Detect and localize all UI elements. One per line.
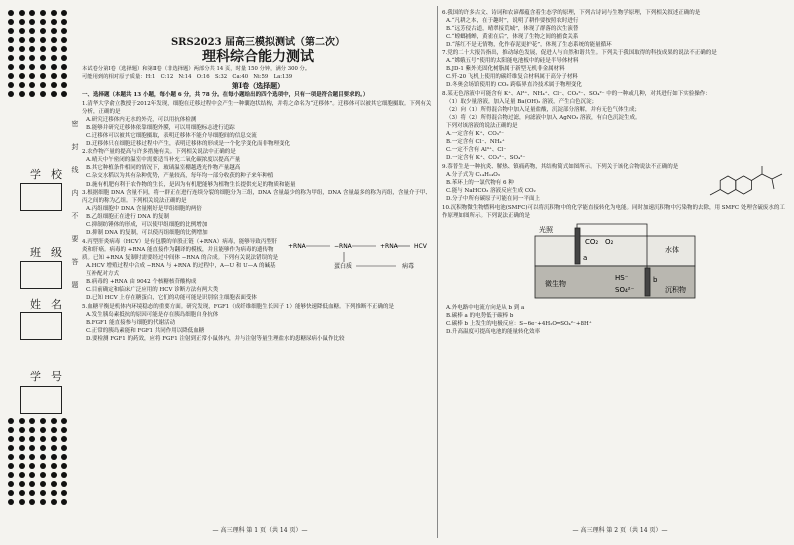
hcv-diagram-label: −RNA	[334, 242, 352, 250]
binding-dot	[8, 73, 14, 79]
binding-dot	[40, 46, 46, 52]
exam-title: SRS2023 届高三模拟测试（第二次）	[170, 37, 346, 48]
binding-dot	[19, 499, 25, 505]
binding-dot	[29, 454, 35, 460]
binding-dot	[40, 73, 46, 79]
binding-dot	[40, 490, 46, 496]
question-option: D.“落红不是无情物，化作春泥更护花”，体现了生态系统的能量循环	[446, 41, 612, 48]
binding-dot	[29, 490, 35, 496]
question-option: D.一定含有 K⁺、CO₃²⁻、SO₄²⁻	[446, 155, 526, 162]
benzene-ring	[736, 176, 752, 194]
binding-dot	[61, 463, 67, 469]
atomic-masses: 可能用到的相对原子质量：H:1 C:12 N:14 O:16 S:32 Ca:40 Ni:59 La:139	[82, 73, 293, 80]
binding-dot	[51, 499, 57, 505]
question-option: A.丙组细胞中 DNA 含量刚好是甲组细胞的两倍	[86, 206, 202, 213]
binding-dot	[8, 55, 14, 61]
school-label: 学校	[30, 168, 72, 181]
binding-dot	[40, 427, 46, 433]
bond	[751, 174, 762, 181]
smfc-diagram-label: 沉积物	[665, 285, 686, 294]
question-option: C.目前确定和临床广泛应用的 HCV 诊断方法有两大类	[86, 287, 219, 294]
question-item	[442, 9, 788, 49]
binding-dot	[61, 499, 67, 505]
binding-dot	[19, 91, 25, 97]
binding-dot	[51, 418, 57, 424]
question-option: A.“嫦娥五号”使用的太阳能电池板中的硅是半导体材料	[446, 58, 579, 65]
binding-dot	[51, 463, 57, 469]
binding-dot	[61, 46, 67, 52]
school-field[interactable]	[20, 183, 62, 211]
binding-dots-top	[8, 10, 72, 97]
binding-dot	[51, 454, 57, 460]
question-stem: 3.根据细胞 DNA 含量不同，将一群正在进行连续分裂的细胞分为三组，DNA 含量最少的称为甲组，DNA 含量最多的称为丙组，含量介于甲、丙之间的称为乙组。下列相关说法正确的是	[82, 190, 431, 205]
student-id-label: 学号	[30, 370, 72, 383]
question-option: C.“螳螂捕蝉，黄雀在后”，体现了生物之间的捕食关系	[446, 33, 579, 40]
binding-dot	[29, 436, 35, 442]
question-option: A.一定含有 K⁺、CO₃²⁻	[446, 131, 505, 138]
binding-dot	[8, 19, 14, 25]
binding-dot	[19, 445, 25, 451]
question-stem: 1.清华大学俞立教授于2012年发现，细胞在迁移过程中会产生一种囊泡状结构，并将之命名为“迁移体”。迁移体可以被其它细胞摄取。下列有关分析，正确的是	[82, 100, 432, 115]
smfc-diagram-label: SO₄²⁻	[615, 285, 635, 294]
binding-dot	[51, 82, 57, 88]
question-item	[442, 204, 788, 336]
question-option: A.晴天中午密闭的温室中需要适当补充二氧化碳浓度以提高产量	[86, 157, 241, 164]
binding-dot	[8, 472, 14, 478]
question-stem: 4.丙型肝炎病毒（HCV）是有包膜的单股正链（+RNA）病毒，能够导致丙型肝炎和肝癌。病毒的 +RNA 能直接作为翻译的模板，并且能够作为病毒的遗传物质。已知 +RNA 复制时需要经过中间体 −RNA 的合成。下列有关说法错误的是	[82, 238, 279, 261]
binding-dot	[51, 73, 57, 79]
class-field[interactable]	[20, 261, 62, 289]
question-option: C.迁移体可以被其它细胞摄取，表明迁移体不能介导细胞间的信息交流	[86, 132, 257, 139]
page-footer-right: — 高三理科 第 2 页（共 14 页）—	[572, 527, 668, 534]
question-item	[82, 100, 434, 148]
question-item	[442, 90, 788, 162]
question-option: C.正常的胰岛素能和 FGF1 共同作用以降低血糖	[86, 327, 205, 334]
question-option: A.研究迁移体内无水的外壳，可以用抗体检测	[86, 116, 197, 123]
binding-dot	[61, 472, 67, 478]
binding-dot	[40, 436, 46, 442]
binding-dot	[40, 472, 46, 478]
question-item	[82, 189, 434, 237]
question-option: C.歼-20 飞机上使用的碳纤维复合材料属于高分子材料	[446, 74, 578, 81]
binding-dot	[40, 19, 46, 25]
binding-dot	[19, 472, 25, 478]
binding-dot	[51, 19, 57, 25]
binding-dot	[19, 46, 25, 52]
binding-dot	[19, 73, 25, 79]
binding-dot	[40, 418, 46, 424]
binding-dot	[19, 427, 25, 433]
binding-dot	[8, 28, 14, 34]
binding-dot	[29, 82, 35, 88]
question-option: D.已知 HCV 上存在糖蛋白，它们的功能可能是识别宿主细胞表面受体	[86, 295, 257, 302]
binding-dot	[29, 28, 35, 34]
binding-dot	[8, 37, 14, 43]
question-list-left	[82, 100, 434, 343]
binding-dot	[61, 490, 67, 496]
question-option: D.要检测 FGF1 的药效，应将 FGF1 注射到正常小鼠体内，并与注射等量生理盐水的患糖尿病小鼠作比较	[86, 335, 345, 342]
electrode-a	[575, 228, 580, 264]
hcv-diagram-label: 蛋白质	[334, 262, 353, 270]
binding-dot	[61, 19, 67, 25]
binding-dot	[61, 418, 67, 424]
binding-dot	[51, 427, 57, 433]
question-item	[82, 303, 434, 343]
binding-dots-bottom	[8, 418, 72, 505]
binding-dot	[51, 490, 57, 496]
binding-dot	[8, 499, 14, 505]
binding-dot	[51, 37, 57, 43]
binding-dot	[40, 463, 46, 469]
hcv-diagram-label: HCV	[414, 242, 427, 250]
question-list-right	[442, 9, 788, 336]
smfc-diagram-label: 光照	[539, 225, 553, 234]
question-option: B.乙组细胞正在进行 DNA 的复制	[86, 214, 169, 221]
question-stem: 6.我国的许多古文、诗词和农谚都蕴含着生态学的原理，下列古诗词与生物学原理，下列相关叙述正确的是	[442, 9, 701, 16]
binding-dot	[51, 445, 57, 451]
binding-dot	[51, 28, 57, 34]
binding-dot	[19, 463, 25, 469]
binding-dot	[8, 490, 14, 496]
binding-dot	[8, 481, 14, 487]
question-item	[82, 238, 434, 302]
binding-dot	[51, 472, 57, 478]
binding-dot	[40, 82, 46, 88]
page-1-column	[82, 8, 434, 538]
question-option: B.能够并研究迁移体依靠细胞外膜，可以用细胞标志进行追踪	[86, 124, 235, 131]
binding-dot	[8, 10, 14, 16]
binding-dot	[29, 10, 35, 16]
binding-dot	[8, 427, 14, 433]
binding-dot	[29, 472, 35, 478]
smfc-diagram-label: O₂	[605, 237, 614, 246]
smfc-diagram-label: HS⁻	[615, 273, 629, 282]
question-option: A.HCV 增殖过程中合成 −RNA 与 +RNA 的过程中，A—U 和 U—A 的碱基互补配对方式	[86, 262, 276, 278]
question-option: （3）将（2）所得混合物过滤，向滤液中加入 AgNO₃ 溶液，有白色沉淀生成。	[446, 115, 641, 122]
student-id-field[interactable]	[20, 386, 62, 414]
binding-dot	[61, 37, 67, 43]
binding-dot	[8, 46, 14, 52]
name-label: 姓名	[30, 298, 72, 311]
smfc-diagram-label: 水体	[665, 245, 679, 254]
binding-dot	[61, 436, 67, 442]
question-stem: 7.党的二十大报告指出，推动绿色发展，促进人与自然和谐共生。下列关于我国取得的科技成果的说法不正确的是	[442, 50, 717, 57]
question-option: B.JD-1 紫外光固化树脂属于新型无机非金属材料	[446, 66, 565, 73]
binding-dot	[29, 445, 35, 451]
question-item	[442, 163, 788, 203]
part-1-title: 第Ⅰ卷（选择题）	[231, 81, 285, 90]
question-option: D.升高温度可提高电池的能量转化效率	[446, 328, 540, 335]
question-option: B.碳棒 a 的电势低于碳棒 b	[446, 312, 514, 319]
binding-dot	[61, 481, 67, 487]
binding-dot	[51, 46, 57, 52]
question-option: D.冬奥会场馆使用的 CO₂ 跨临界直冷技术属于物理变化	[446, 82, 582, 89]
question-option: B.苯环上的一氯代物有 6 种	[446, 179, 514, 186]
binding-dot	[19, 28, 25, 34]
page-2-column	[442, 8, 788, 538]
name-field[interactable]	[20, 312, 62, 340]
question-stem: 5.血糖平衡是机体内环境稳态的重要方面。研究发现，FGF1（成纤维细胞生长因子 1）能够快速降低血糖。下列推断不正确的是	[82, 303, 395, 310]
binding-dot	[19, 37, 25, 43]
binding-dot	[29, 463, 35, 469]
question-option: B.FGF1 能直接参与细胞的代谢活动	[86, 319, 176, 326]
smfc-diagram-label: CO₂	[585, 237, 599, 246]
bond	[762, 174, 772, 179]
question-option: A.分子式为 C₁₄H₁₄O₃	[446, 171, 501, 178]
binding-dot	[61, 454, 67, 460]
binding-dot	[19, 64, 25, 70]
binding-dot	[8, 445, 14, 451]
question-option: C.碳棒 b 上发生的电极反应：S−6e⁻+4H₂O═SO₄²⁻+8H⁺	[446, 320, 592, 327]
question-option: C.抑制纺锤体的形成，可以使甲组细胞的比例增加	[86, 222, 208, 229]
binding-dot	[29, 37, 35, 43]
column-divider	[437, 6, 438, 538]
binding-dot	[51, 55, 57, 61]
question-stem: 8.某无色溶液中可能含有 K⁺、Al³⁺、NH₄⁺、Cl⁻、CO₃²⁻、SO₄²⁻ 中的一种或几种，对其进行如下实验操作：	[442, 90, 711, 97]
binding-dot	[61, 427, 67, 433]
question-option: C.能与 NaHCO₃ 溶液反应生成 CO₂	[446, 188, 536, 195]
question-option: B.一定含有 Cl⁻、NH₄⁺	[446, 139, 505, 146]
binding-dot	[61, 55, 67, 61]
smfc-diagram-label: a	[583, 253, 588, 262]
binding-dot	[40, 454, 46, 460]
binding-dot	[61, 82, 67, 88]
binding-dot	[8, 463, 14, 469]
binding-dot	[61, 91, 67, 97]
bond	[710, 189, 720, 195]
smfc-diagram-label: b	[653, 275, 658, 284]
binding-dot	[8, 82, 14, 88]
binding-dot	[19, 454, 25, 460]
question-option: B.“远芳侵古道，晴翠接荒城”，体现了群落的次生演替	[446, 25, 579, 32]
binding-dot	[19, 19, 25, 25]
question-option: D.迁移体只在细胞迁移过程中产生，表明迁移体的形成是一个化学变化而非物理变化	[86, 140, 290, 147]
binding-dot	[61, 73, 67, 79]
question-stem: 9.萘普生是一种抗炎、解热、镇痛药物，其结构简式如图所示。下列关于该化合物说法不正确的是	[442, 163, 679, 170]
electrode-b	[645, 268, 650, 296]
question-stem: 10.沉积物微生物燃料电池(SMFC)可以将沉积物中的化学能直接转化为电能。同时加速沉积物中污染物的去除，用 SMFC 处理含硫废水的工作原理如图所示。下列说法正确的是	[442, 204, 785, 219]
exam-notice: 本试卷分第Ⅰ卷（选择题）和第Ⅱ卷（非选择题）两部分共 14 页，时量 150 分钟，满分 300 分。	[82, 66, 311, 72]
binding-dot	[8, 91, 14, 97]
binding-dot	[51, 10, 57, 16]
binding-dot	[61, 445, 67, 451]
hcv-diagram-label: +RNA	[288, 242, 306, 250]
binding-dot	[40, 91, 46, 97]
binding-strip	[0, 0, 80, 545]
question-option: B.病毒的 +RNA 由 9042 个核糖核苷酸构成	[86, 279, 197, 286]
hcv-diagram-label: 病毒	[402, 262, 415, 270]
binding-dot	[51, 64, 57, 70]
binding-dot	[29, 19, 35, 25]
binding-dot	[29, 91, 35, 97]
binding-dot	[40, 499, 46, 505]
binding-dot	[40, 37, 46, 43]
question-option: A.外电路中电流方向是从 b 到 a	[446, 304, 525, 311]
binding-dot	[51, 436, 57, 442]
binding-dot	[8, 454, 14, 460]
binding-dot	[29, 499, 35, 505]
binding-dot	[61, 64, 67, 70]
question-option: D.施有机肥有利于农作物的生长，是因为有机肥能够为植物生长提供充足的物质和能量	[86, 181, 296, 188]
binding-dot	[19, 82, 25, 88]
binding-dot	[29, 55, 35, 61]
binding-dot	[40, 28, 46, 34]
page-footer-left: — 高三理科 第 1 页（共 14 页）—	[212, 527, 308, 534]
binding-dot	[29, 427, 35, 433]
question-option: C.杂交水稻以为其有杂种优势，产量较高，每年均一部分收获的种子来年种植	[86, 173, 274, 180]
binding-dot	[40, 10, 46, 16]
binding-dot	[19, 490, 25, 496]
binding-dot	[8, 436, 14, 442]
question-option: C.一定不含有 Al³⁺、Cl⁻	[446, 147, 507, 154]
binding-dot	[29, 64, 35, 70]
binding-dot	[61, 28, 67, 34]
seal-line-text: 密封线内不要答题	[71, 120, 79, 304]
binding-dot	[29, 418, 35, 424]
question-option: （1）取少量溶液，加入足量 Ba(OH)₂ 溶液，产生白色沉淀；	[446, 99, 598, 106]
binding-dot	[8, 418, 14, 424]
binding-dot	[51, 91, 57, 97]
binding-dot	[29, 73, 35, 79]
benzene-ring	[720, 176, 736, 194]
binding-dot	[40, 64, 46, 70]
question-stem: 2.农作物产量的提高与许多措施有关。下列相关说法中正确的是	[82, 149, 236, 156]
binding-dot	[40, 481, 46, 487]
hcv-diagram-label: +RNA	[380, 242, 398, 250]
section-instructions: 一、选择题（本题共 13 小题，每小题 6 分，共 78 分。在每小题给出的四个选项中，只有一项是符合题目要求的。）	[82, 92, 369, 98]
naproxen-structure	[692, 163, 788, 203]
bond	[772, 179, 774, 189]
question-option: 下列对该溶液的说法正确的是	[446, 123, 518, 130]
question-option: D.抑制 DNA 的复制，可以使丙组细胞的比例增加	[86, 230, 208, 237]
binding-dot	[40, 55, 46, 61]
question-option: A.“凡耕之本，在于趣时”，说明了耕作要按照农时进行	[446, 17, 579, 24]
binding-dot	[51, 481, 57, 487]
question-option: D.分子中所有碳原子可能在同一平面上	[446, 196, 540, 203]
binding-dot	[19, 436, 25, 442]
question-item	[442, 49, 788, 89]
binding-dot	[29, 46, 35, 52]
smfc-diagram-label: 微生物	[545, 279, 566, 288]
hcv-replication-diagram	[284, 238, 434, 272]
binding-dot	[19, 418, 25, 424]
binding-dot	[19, 55, 25, 61]
question-option: A.发生胰岛素抵抗的原因可能是存在胰岛细胞自身抗体	[86, 311, 219, 318]
question-option: （2）向（1）所得混合物中加入足量盐酸，沉淀部分溶解，并有无色气体生成；	[446, 107, 641, 114]
question-item	[82, 148, 434, 188]
binding-dot	[29, 481, 35, 487]
binding-dot	[19, 481, 25, 487]
subject-title: 理科综合能力测试	[202, 49, 314, 65]
binding-dot	[40, 445, 46, 451]
smfc-diagram	[515, 222, 715, 302]
binding-dot	[19, 10, 25, 16]
bond	[772, 174, 782, 179]
binding-dot	[61, 10, 67, 16]
question-option: B.其它种植条件相同的情况下，玻璃温室棚越透光作物产量越高	[86, 165, 241, 172]
class-label: 班级	[30, 246, 72, 259]
binding-dot	[8, 64, 14, 70]
